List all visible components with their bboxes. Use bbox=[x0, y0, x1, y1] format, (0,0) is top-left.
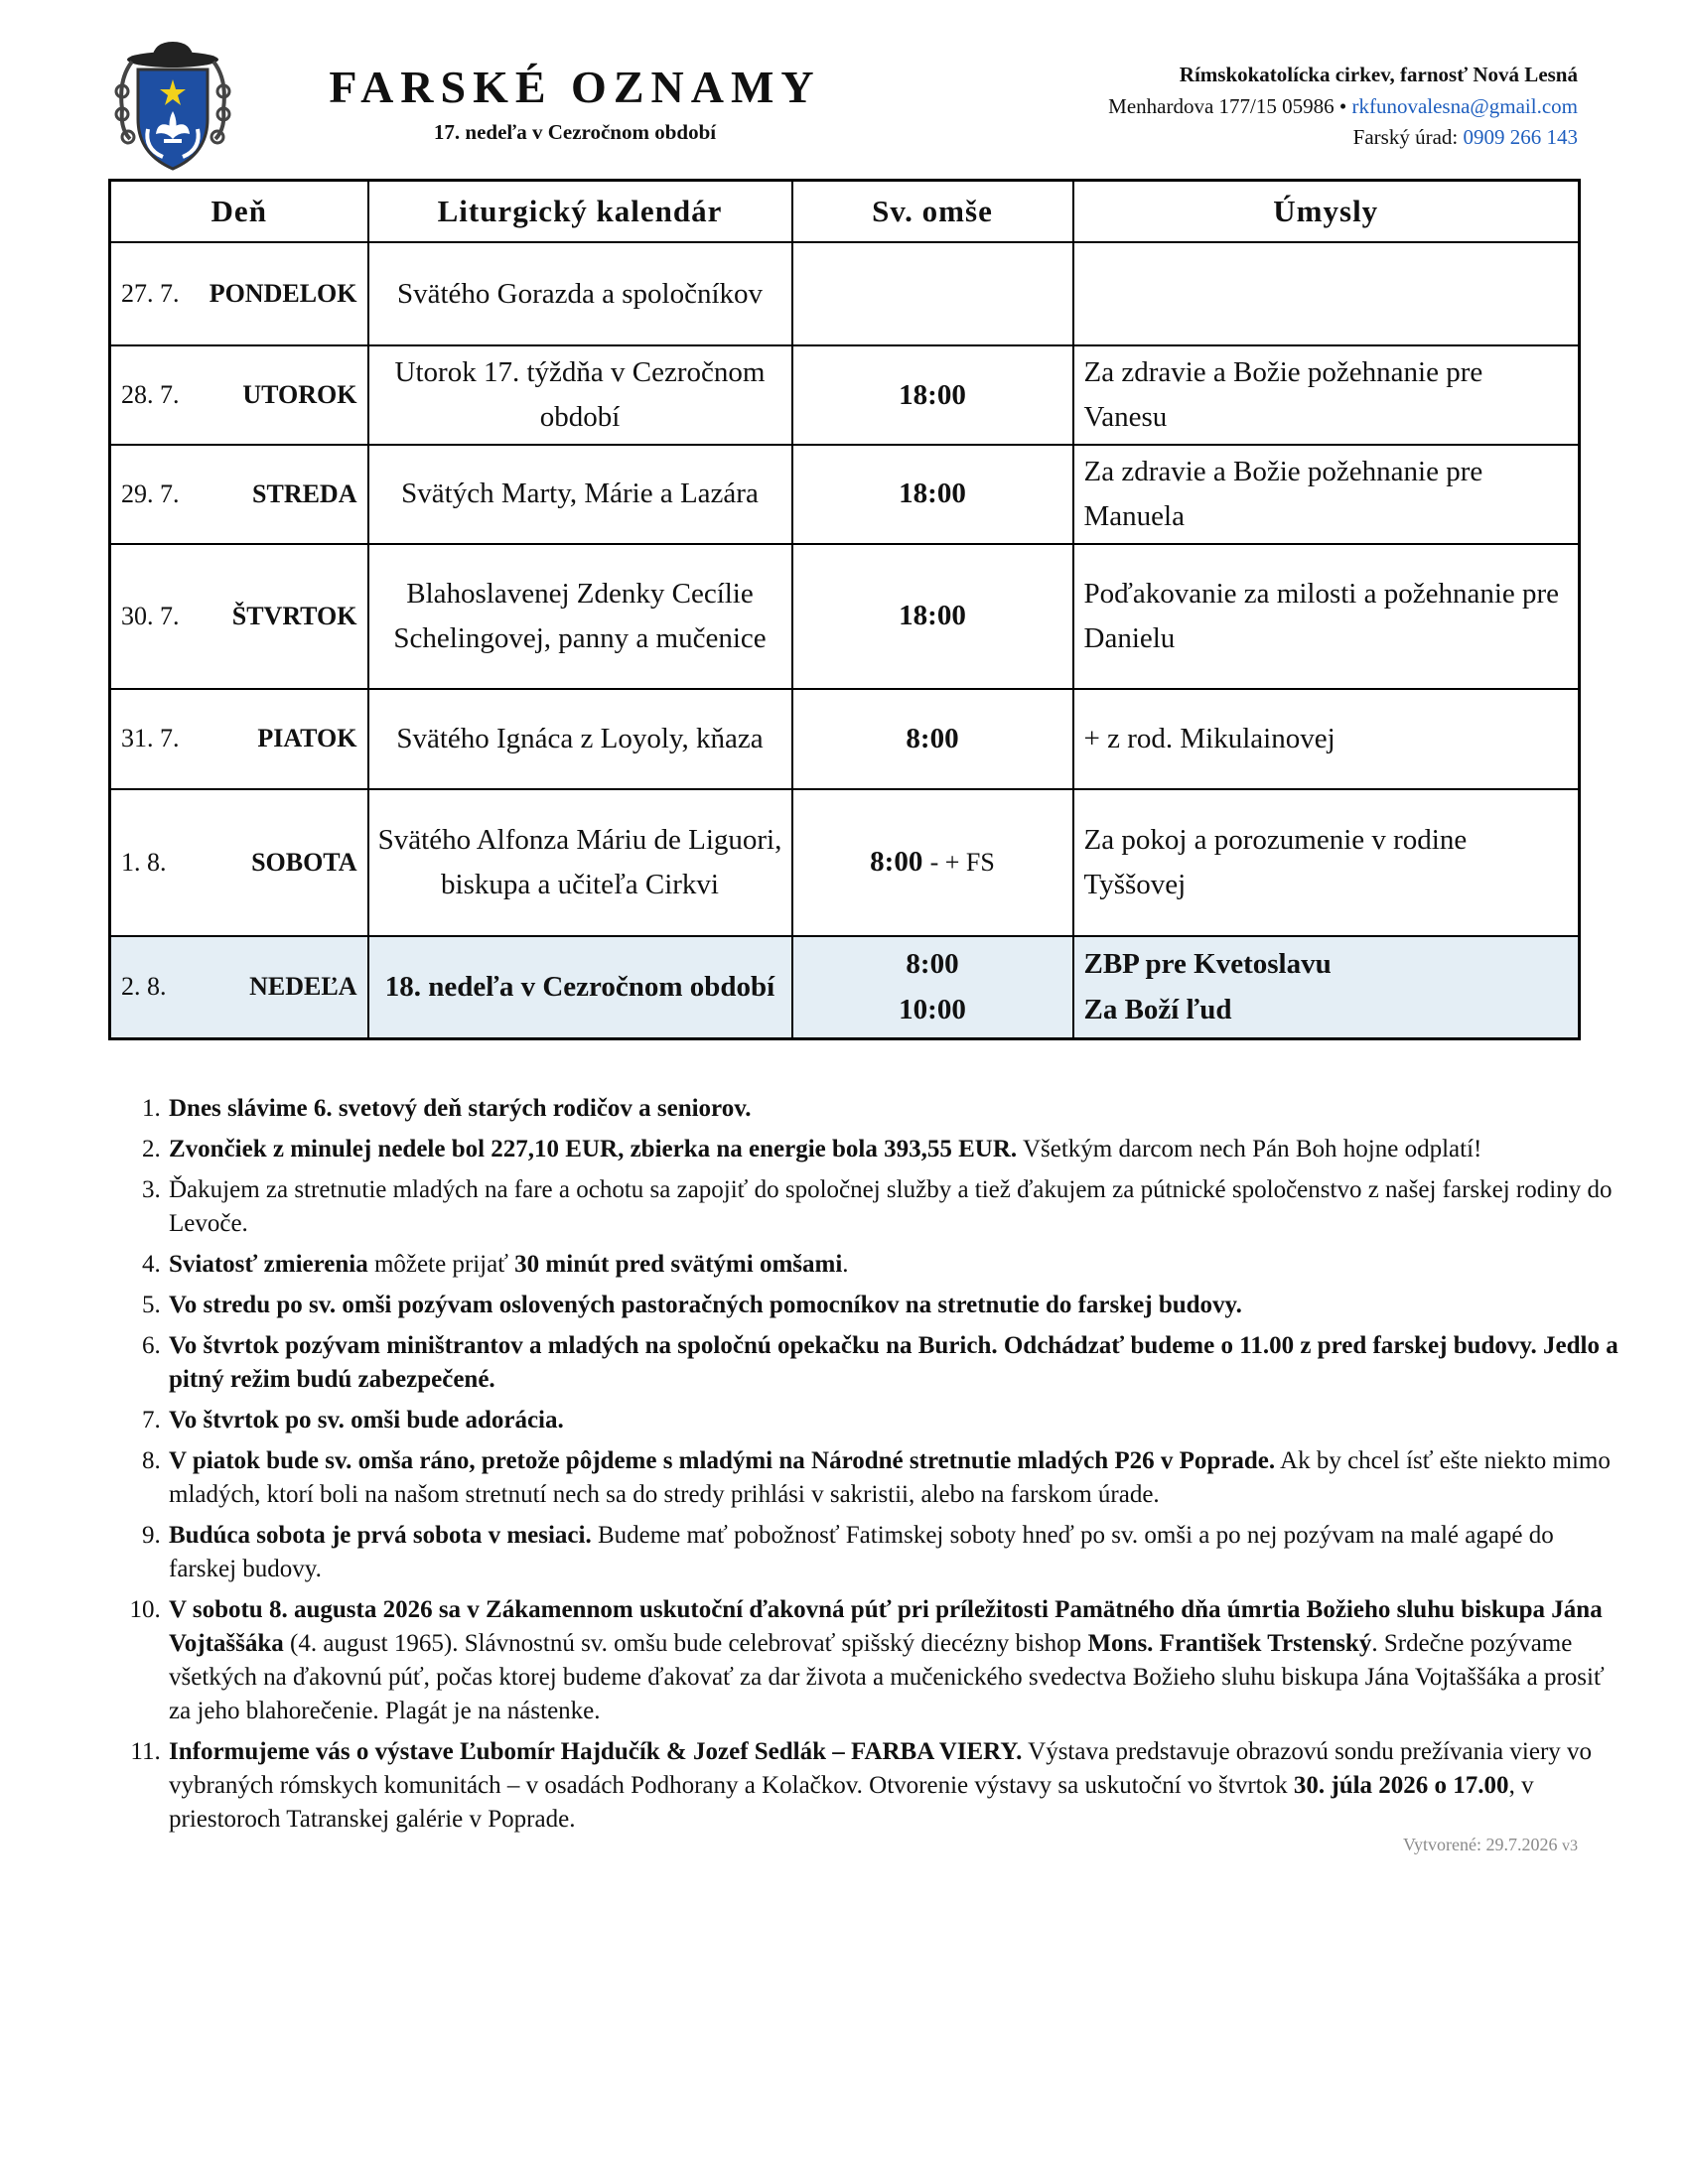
address: Menhardova 177/15 05986 bbox=[1108, 93, 1335, 118]
table-row bbox=[110, 689, 1580, 789]
mass-cell bbox=[792, 789, 1073, 936]
announcement-text: Všetkým darcom nech Pán Boh hojne odplatí! bbox=[1017, 1136, 1482, 1162]
mass-cell bbox=[792, 445, 1073, 544]
mass-cell bbox=[792, 242, 1073, 345]
page bbox=[108, 40, 1618, 1854]
announcement-text: Výstava predstavuje obrazovú sondu prežívania viery vo vybraných rómskych komunitách – v osadách Podhorany a Kolačkov. Otvorenie výstavy sa uskutoční vo štvrtok bbox=[169, 1738, 1593, 1799]
announcement-text: Budeme mať pobožnosť Fatimskej soboty hneď po sv. omši a po nej pozývam na malé agapé do farskej budovy. bbox=[169, 1522, 1554, 1582]
mass-time: 18:00 bbox=[899, 478, 966, 510]
mass-time: 8:00 bbox=[906, 722, 959, 754]
table-row bbox=[110, 345, 1580, 445]
announcement-bold: 30. júla 2026 o 17.00 bbox=[1293, 1772, 1509, 1799]
phone-link[interactable]: 0909 266 143 bbox=[1463, 125, 1578, 149]
office-label: Farský úrad: bbox=[1352, 125, 1459, 149]
intention-cell bbox=[1073, 936, 1580, 1038]
page-subtitle: 17. nedeľa v Cezročnom období bbox=[433, 119, 717, 144]
day-date: 31. 7. bbox=[121, 724, 180, 753]
liturgy-cell: Svätých Marty, Márie a Lazára bbox=[368, 445, 792, 544]
sunday-row bbox=[110, 936, 1580, 1038]
liturgy-cell: Blahoslavenej Zdenky Cecílie Schelingovej, panny a mučenice bbox=[368, 544, 792, 689]
mass-cell bbox=[792, 689, 1073, 789]
day-cell bbox=[110, 689, 368, 789]
announcement-bold: Mons. František Trstenský bbox=[1087, 1630, 1372, 1657]
intention-line: ZBP pre Kvetoslavu bbox=[1083, 947, 1332, 980]
announcement-text: (4. august 1965). Slávnostnú sv. omšu bude celebrovať spišský diecézny bishop bbox=[283, 1630, 1088, 1657]
mass-time: 18:00 bbox=[899, 378, 966, 411]
announcement-bold: V sobotu 8. augusta 2026 sa v Zákamennom uskutoční ďakovná púť pri príležitosti Pamätného dňa úmrtia Božieho sluhu biskupa Jána Vojtaššáka bbox=[169, 1596, 1603, 1657]
day-name: NEDEĽA bbox=[249, 972, 357, 1002]
announcement-text: môžete prijať bbox=[367, 1251, 515, 1278]
intention-cell: Za pokoj a porozumenie v rodine Tyššovej bbox=[1073, 789, 1580, 936]
table-row bbox=[110, 544, 1580, 689]
version-label: v3 bbox=[1562, 1838, 1578, 1854]
column-header-liturgy: Liturgický kalendár bbox=[368, 181, 792, 243]
announcement-bold: Zvončiek z minulej nedele bol 227,10 EUR, zbierka na energie bola 393,55 EUR. bbox=[169, 1136, 1018, 1162]
intention-cell: Za zdravie a Božie požehnanie pre Manuela bbox=[1073, 445, 1580, 544]
announcement-item bbox=[167, 1735, 1626, 1837]
column-header-mass: Sv. omše bbox=[792, 181, 1073, 243]
table-header-row bbox=[110, 181, 1580, 243]
announcement-item bbox=[167, 1329, 1626, 1397]
column-header-day: Deň bbox=[110, 181, 368, 243]
announcement-item bbox=[167, 1248, 1626, 1282]
announcement-item bbox=[167, 1519, 1626, 1586]
organization-name: Rímskokatolícka cirkev, farnosť Nová Lesná bbox=[1179, 63, 1578, 86]
announcement-text: . Srdečne pozývame všetkých na ďakovnú púť, počas ktorej budeme ďakovať za dar života a mučenického svedectva Božieho sluhu biskupa Jána Vojtaššáka a prosiť za jeho blahorečenie. Plagát je na nástenke. bbox=[169, 1630, 1605, 1724]
intention-cell: Za zdravie a Božie požehnanie pre Vanesu bbox=[1073, 345, 1580, 445]
intention-cell: + z rod. Mikulainovej bbox=[1073, 689, 1580, 789]
day-date: 1. 8. bbox=[121, 847, 167, 877]
table-row bbox=[110, 445, 1580, 544]
contact-block bbox=[1108, 60, 1578, 154]
address-line bbox=[1108, 91, 1578, 123]
announcement-item bbox=[167, 1444, 1626, 1512]
announcement-text: Ďakujem za stretnutie mladých na fare a ochotu sa zapojiť do spoločnej služby a tiež ďakujem za pútnické spoločenstvo z našej farskej rodiny do Levoče. bbox=[169, 1176, 1613, 1237]
title-block bbox=[307, 62, 843, 145]
liturgy-cell: Svätého Ignáca z Loyoly, kňaza bbox=[368, 689, 792, 789]
day-name: UTOROK bbox=[242, 379, 357, 409]
day-date: 28. 7. bbox=[121, 379, 180, 409]
announcement-item bbox=[167, 1092, 1626, 1126]
mass-time: 18:00 bbox=[899, 600, 966, 632]
phone-line bbox=[1108, 122, 1578, 154]
announcements-list bbox=[108, 1092, 1626, 1843]
announcement-bold: V piatok bude sv. omša ráno, pretože pôjdeme s mladými na Národné stretnutie mladých P26 v Poprade. bbox=[169, 1447, 1276, 1474]
liturgy-cell: 18. nedeľa v Cezročnom období bbox=[368, 936, 792, 1038]
announcement-bold: Sviatosť zmierenia bbox=[169, 1251, 368, 1278]
day-name: PIATOK bbox=[257, 724, 357, 753]
announcement-text: . bbox=[842, 1251, 849, 1278]
day-cell bbox=[110, 345, 368, 445]
announcement-text: Ak by chcel ísť ešte niekto mimo mladých, ktorí boli na našom stretnutí nech sa do stredy prihlási v sakristii, alebo na farskom úrade. bbox=[169, 1447, 1611, 1508]
column-header-intention: Úmysly bbox=[1073, 181, 1580, 243]
header bbox=[108, 40, 1578, 179]
day-cell bbox=[110, 789, 368, 936]
footer-created bbox=[1403, 1835, 1578, 1855]
announcement-item bbox=[167, 1593, 1626, 1728]
mass-cell bbox=[792, 936, 1073, 1038]
announcement-bold: Vo štvrtok po sv. omši bude adorácia. bbox=[169, 1407, 564, 1433]
mass-cell bbox=[792, 345, 1073, 445]
day-date: 29. 7. bbox=[121, 478, 180, 508]
intention-cell: Poďakovanie za milosti a požehnanie pre Danielu bbox=[1073, 544, 1580, 689]
day-name: SOBOTA bbox=[251, 847, 357, 877]
announcement-item bbox=[167, 1404, 1626, 1437]
day-name: PONDELOK bbox=[209, 278, 357, 308]
day-cell bbox=[110, 544, 368, 689]
mass-time: 8:00 bbox=[906, 947, 959, 980]
day-date: 27. 7. bbox=[121, 278, 180, 308]
announcement-bold: Vo stredu po sv. omši pozývam oslovených pastoračných pomocníkov na stretnutie do farskej budovy. bbox=[169, 1292, 1242, 1318]
liturgy-cell: Svätého Gorazda a spoločníkov bbox=[368, 242, 792, 345]
day-name: ŠTVRTOK bbox=[231, 601, 357, 630]
announcement-bold: Informujeme vás o výstave Ľubomír Hajdučík & Jozef Sedlák – FARBA VIERY. bbox=[169, 1738, 1023, 1765]
table-row bbox=[110, 789, 1580, 936]
day-cell bbox=[110, 242, 368, 345]
announcement-item bbox=[167, 1173, 1626, 1241]
parish-coat-of-arms-icon bbox=[108, 40, 237, 174]
created-date: Vytvorené: 29.7.2026 bbox=[1403, 1835, 1558, 1854]
announcement-bold: Budúca sobota je prvá sobota v mesiaci. bbox=[169, 1522, 592, 1549]
mass-note: - + FS bbox=[929, 848, 995, 878]
mass-time: 10:00 bbox=[899, 994, 966, 1026]
announcement-text: , v priestoroch Tatranskej galérie v Poprade. bbox=[169, 1772, 1534, 1833]
schedule-table bbox=[108, 179, 1581, 1040]
email-link[interactable]: rkfunovalesna@gmail.com bbox=[1351, 93, 1578, 118]
separator-bullet: • bbox=[1338, 93, 1347, 118]
day-date: 30. 7. bbox=[121, 601, 180, 630]
intention-cell bbox=[1073, 242, 1580, 345]
announcement-bold: 30 minút pred svätými omšami bbox=[514, 1251, 843, 1278]
page-title: FARSKÉ OZNAMY bbox=[329, 62, 821, 112]
day-date: 2. 8. bbox=[121, 972, 167, 1002]
announcement-item bbox=[167, 1133, 1626, 1166]
announcement-item bbox=[167, 1289, 1626, 1322]
day-name: STREDA bbox=[252, 478, 357, 508]
liturgy-cell: Utorok 17. týždňa v Cezročnom období bbox=[368, 345, 792, 445]
table-row bbox=[110, 242, 1580, 345]
mass-cell bbox=[792, 544, 1073, 689]
day-cell bbox=[110, 445, 368, 544]
announcement-bold: Vo štvrtok pozývam miništrantov a mladých na spoločnú opekačku na Burich. Odchádzať budeme o 11.00 z pred farskej budovy. Jedlo a pitný režim budú zabezpečené. bbox=[169, 1332, 1618, 1393]
liturgy-cell: Svätého Alfonza Máriu de Liguori, biskupa a učiteľa Cirkvi bbox=[368, 789, 792, 936]
announcement-bold: Dnes slávime 6. svetový deň starých rodičov a seniorov. bbox=[169, 1095, 752, 1122]
day-cell bbox=[110, 936, 368, 1038]
mass-time: 8:00 bbox=[870, 846, 923, 879]
intention-line: Za Boží ľud bbox=[1083, 994, 1232, 1026]
